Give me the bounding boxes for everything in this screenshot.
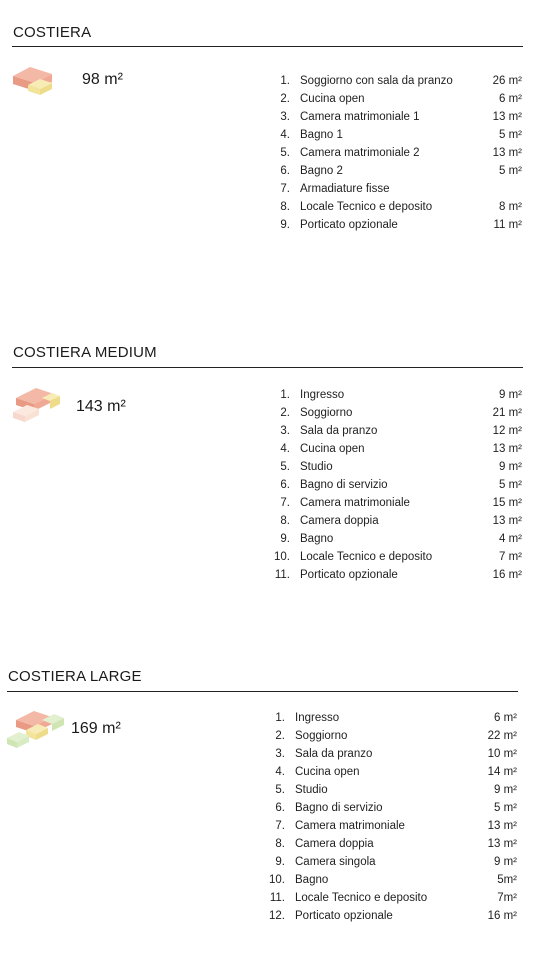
room-name: Cucina open <box>300 93 365 105</box>
room-row <box>269 853 517 871</box>
room-name: Bagno 2 <box>300 165 343 177</box>
room-row <box>274 476 522 494</box>
room-size: 10 m² <box>487 748 517 760</box>
room-name: Camera matrimoniale <box>295 820 405 832</box>
room-row <box>274 162 522 180</box>
unit-area: 143 m² <box>76 398 126 415</box>
room-name: Cucina open <box>295 766 360 778</box>
room-row <box>274 198 522 216</box>
unit-title: COSTIERA MEDIUM <box>13 344 157 361</box>
room-number: 5. <box>280 461 290 473</box>
room-size: 26 m² <box>492 75 522 87</box>
room-name: Ingresso <box>295 712 340 724</box>
room-size: 13 m² <box>492 515 522 527</box>
room-row <box>274 386 522 404</box>
room-name: Locale Tecnico e deposito <box>300 201 433 213</box>
room-name: Camera singola <box>295 856 376 868</box>
room-number: 5. <box>275 784 285 796</box>
room-name: Camera matrimoniale 1 <box>300 111 420 123</box>
room-size: 11 m² <box>493 219 522 231</box>
room-row <box>269 799 517 817</box>
room-size: 7m² <box>497 892 517 904</box>
room-number: 11. <box>269 892 285 904</box>
room-name: Bagno di servizio <box>300 479 388 491</box>
room-name: Armadiature fisse <box>300 183 390 195</box>
room-number: 12. <box>269 910 285 922</box>
room-name: Sala da pranzo <box>295 748 373 760</box>
room-number: 1. <box>280 75 290 87</box>
room-name: Studio <box>300 461 333 473</box>
room-size: 16 m² <box>492 569 522 581</box>
room-name: Bagno <box>295 874 329 886</box>
room-number: 3. <box>275 748 285 760</box>
room-number: 2. <box>275 730 285 742</box>
unit-area: 98 m² <box>82 71 123 88</box>
room-row <box>269 907 517 925</box>
room-row <box>269 835 517 853</box>
room-number: 5. <box>280 147 290 159</box>
room-number: 7. <box>280 497 290 509</box>
room-row <box>274 548 522 566</box>
room-row <box>274 126 522 144</box>
room-row <box>274 512 522 530</box>
room-name: Bagno 1 <box>300 129 343 141</box>
room-row <box>269 781 517 799</box>
room-size: 8 m² <box>499 201 522 213</box>
room-size: 21 m² <box>492 407 522 419</box>
section-divider <box>12 46 523 47</box>
room-size: 4 m² <box>499 533 522 545</box>
room-number: 11. <box>274 569 290 581</box>
unit-area: 169 m² <box>71 720 121 737</box>
room-size: 13 m² <box>492 443 522 455</box>
room-number: 10. <box>269 874 285 886</box>
room-name: Porticato opzionale <box>300 219 398 231</box>
room-size: 13 m² <box>487 820 517 832</box>
room-row <box>269 727 517 745</box>
room-size: 16 m² <box>487 910 517 922</box>
room-row <box>274 216 522 234</box>
room-name: Bagno <box>300 533 334 545</box>
room-size: 13 m² <box>492 111 522 123</box>
room-name: Locale Tecnico e deposito <box>295 892 428 904</box>
room-number: 8. <box>275 838 285 850</box>
room-name: Studio <box>295 784 328 796</box>
room-number: 7. <box>280 183 290 195</box>
room-number: 6. <box>280 479 290 491</box>
room-number: 9. <box>280 219 290 231</box>
room-name: Sala da pranzo <box>300 425 378 437</box>
room-list <box>274 72 522 234</box>
room-number: 1. <box>275 712 285 724</box>
room-row <box>274 108 522 126</box>
room-row <box>274 144 522 162</box>
room-row <box>274 458 522 476</box>
room-name: Ingresso <box>300 389 345 401</box>
room-size: 5m² <box>497 874 517 886</box>
room-number: 10. <box>274 551 290 563</box>
room-number: 2. <box>280 93 290 105</box>
room-size: 15 m² <box>492 497 522 509</box>
unit-title: COSTIERA <box>13 24 92 41</box>
room-number: 8. <box>280 201 290 213</box>
section-divider <box>12 367 523 368</box>
section-divider <box>7 691 518 692</box>
unit-title: COSTIERA LARGE <box>8 668 142 685</box>
room-row <box>274 494 522 512</box>
room-size: 5 m² <box>499 129 522 141</box>
room-size: 9 m² <box>499 461 522 473</box>
room-size: 7 m² <box>499 551 522 563</box>
room-list <box>269 709 517 925</box>
room-size: 9 m² <box>494 784 517 796</box>
room-number: 9. <box>275 856 285 868</box>
room-row <box>274 530 522 548</box>
room-number: 9. <box>280 533 290 545</box>
room-name: Cucina open <box>300 443 365 455</box>
room-number: 7. <box>275 820 285 832</box>
room-number: 1. <box>280 389 290 401</box>
room-name: Soggiorno <box>300 407 353 419</box>
room-row <box>274 72 522 90</box>
room-size: 13 m² <box>492 147 522 159</box>
room-name: Camera matrimoniale <box>300 497 410 509</box>
room-row <box>269 889 517 907</box>
room-row <box>269 709 517 727</box>
room-number: 3. <box>280 111 290 123</box>
room-list <box>274 386 522 584</box>
room-size: 6 m² <box>499 93 522 105</box>
room-name: Camera doppia <box>300 515 379 527</box>
room-row <box>269 871 517 889</box>
house-volume-icon <box>10 384 62 426</box>
room-row <box>274 180 522 198</box>
room-size: 14 m² <box>487 766 517 778</box>
room-size: 5 m² <box>499 165 522 177</box>
room-name: Porticato opzionale <box>295 910 393 922</box>
room-number: 6. <box>275 802 285 814</box>
room-name: Bagno di servizio <box>295 802 383 814</box>
room-number: 4. <box>275 766 285 778</box>
room-number: 8. <box>280 515 290 527</box>
room-row <box>274 566 522 584</box>
room-row <box>269 745 517 763</box>
room-row <box>274 90 522 108</box>
room-number: 2. <box>280 407 290 419</box>
house-volume-icon <box>10 62 56 98</box>
room-row <box>274 404 522 422</box>
room-size: 5 m² <box>499 479 522 491</box>
room-name: Soggiorno <box>295 730 348 742</box>
room-number: 4. <box>280 129 290 141</box>
room-size: 5 m² <box>494 802 517 814</box>
room-name: Locale Tecnico e deposito <box>300 551 433 563</box>
room-name: Camera matrimoniale 2 <box>300 147 420 159</box>
room-row <box>274 440 522 458</box>
room-size: 9 m² <box>494 856 517 868</box>
room-name: Camera doppia <box>295 838 374 850</box>
room-row <box>274 422 522 440</box>
room-number: 4. <box>280 443 290 455</box>
room-number: 6. <box>280 165 290 177</box>
room-size: 22 m² <box>487 730 517 742</box>
room-row <box>269 763 517 781</box>
room-size: 6 m² <box>494 712 517 724</box>
room-number: 3. <box>280 425 290 437</box>
room-name: Porticato opzionale <box>300 569 398 581</box>
house-volume-icon <box>4 706 66 750</box>
room-size: 9 m² <box>499 389 522 401</box>
room-name: Soggiorno con sala da pranzo <box>300 75 453 87</box>
room-size: 13 m² <box>487 838 517 850</box>
room-size: 12 m² <box>492 425 522 437</box>
room-row <box>269 817 517 835</box>
